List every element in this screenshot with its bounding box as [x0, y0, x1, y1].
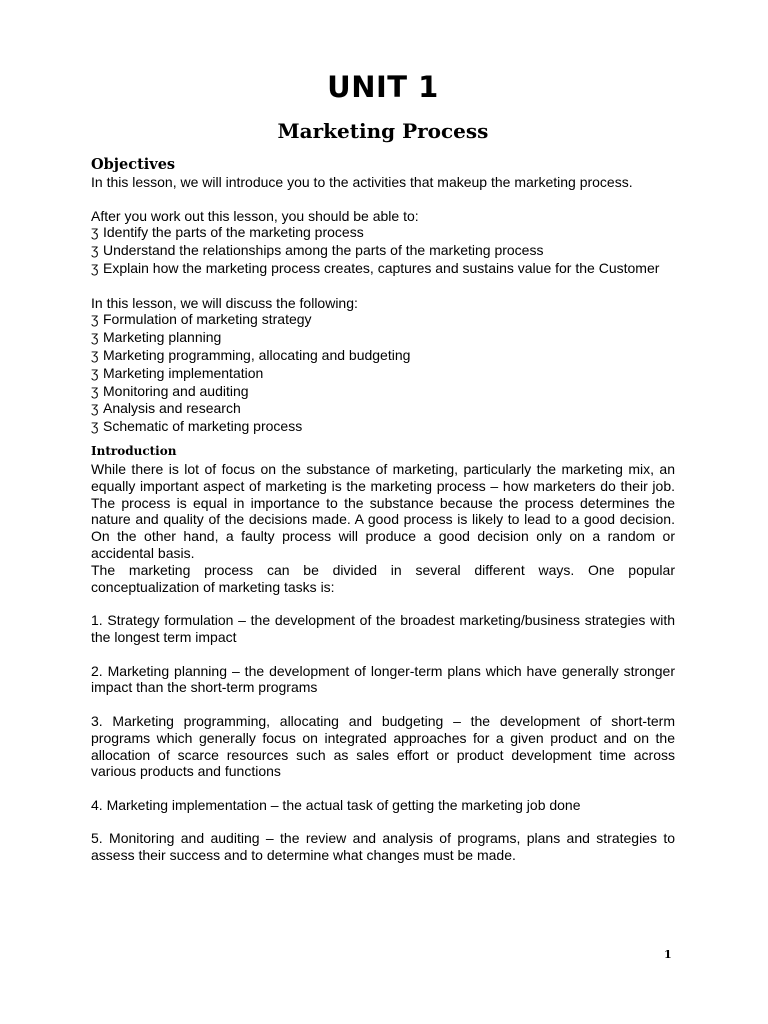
document-body: [91, 155, 675, 864]
discuss-lead: In this lesson, we will discuss the following:: [91, 294, 358, 311]
able-item: Ʒ Identify the parts of the marketing process: [91, 224, 364, 241]
unit-heading: UNIT 1: [327, 70, 439, 104]
bullet-icon: Ʒ: [91, 348, 99, 363]
bullet-icon: Ʒ: [91, 313, 99, 328]
able-list: [91, 224, 675, 277]
introduction-heading: Introduction: [91, 443, 177, 458]
objectives-heading: Objectives: [91, 156, 176, 173]
task-item: 3. Marketing programming, allocating and budgeting – the development of short-term programs which generally focus on integrated approaches for a given product and on the allocation of scarce resources such as sales effort or product development time across various products and functions: [91, 712, 675, 780]
bullet-icon: Ʒ: [91, 366, 99, 381]
task-item: 2. Marketing planning – the development of longer-term plans which have generally stronger impact than the short-term programs: [91, 662, 675, 696]
discuss-list: [91, 311, 675, 436]
discuss-item: Ʒ Marketing programming, allocating and budgeting: [91, 346, 411, 363]
bullet-icon: Ʒ: [91, 226, 99, 241]
task-item: 5. Monitoring and auditing – the review and analysis of programs, plans and strategies to assess their success and to determine what changes must be made.: [91, 830, 675, 864]
bullet-icon: Ʒ: [91, 244, 99, 259]
introduction-paragraph: While there is lot of focus on the substance of marketing, particularly the marketing mix, an equally important aspect of marketing is the marketing process – how marketers do their job. The process is equal in importance to the substance because the process determines the nature and quality of the decisions made. A good process is likely to lead to a good decision. On the other hand, a faulty process will produce a good decision only on a random or accidental basis.: [91, 460, 675, 561]
task-item: 4. Marketing implementation – the actual task of getting the marketing job done: [91, 796, 581, 813]
introduction-paragraph: The marketing process can be divided in several different ways. One popular conceptualization of marketing tasks is:: [91, 561, 675, 595]
discuss-item: Ʒ Analysis and research: [91, 400, 241, 417]
able-item: Ʒ Understand the relationships among the parts of the marketing process: [91, 242, 544, 259]
bullet-icon: Ʒ: [91, 331, 99, 346]
discuss-item: Ʒ Marketing planning: [91, 329, 222, 346]
bullet-icon: Ʒ: [91, 420, 99, 435]
bullet-icon: Ʒ: [91, 402, 99, 417]
objectives-intro: In this lesson, we will introduce you to the activities that makeup the marketing process.: [91, 174, 633, 190]
able-lead: After you work out this lesson, you should be able to:: [91, 207, 419, 224]
able-item: Ʒ Explain how the marketing process creates, captures and sustains value for the Customer: [91, 259, 660, 276]
bullet-icon: Ʒ: [91, 384, 99, 399]
task-item: 1. Strategy formulation – the development of the broadest marketing/business strategies with the longest term impact: [91, 612, 675, 645]
page-number: 1: [664, 948, 672, 961]
page-title: Marketing Process: [277, 119, 489, 143]
discuss-item: Ʒ Formulation of marketing strategy: [91, 311, 312, 328]
bullet-icon: Ʒ: [91, 261, 99, 276]
discuss-item: Ʒ Marketing implementation: [91, 364, 264, 381]
discuss-item: Ʒ Schematic of marketing process: [91, 418, 303, 435]
discuss-item: Ʒ Monitoring and auditing: [91, 382, 249, 399]
